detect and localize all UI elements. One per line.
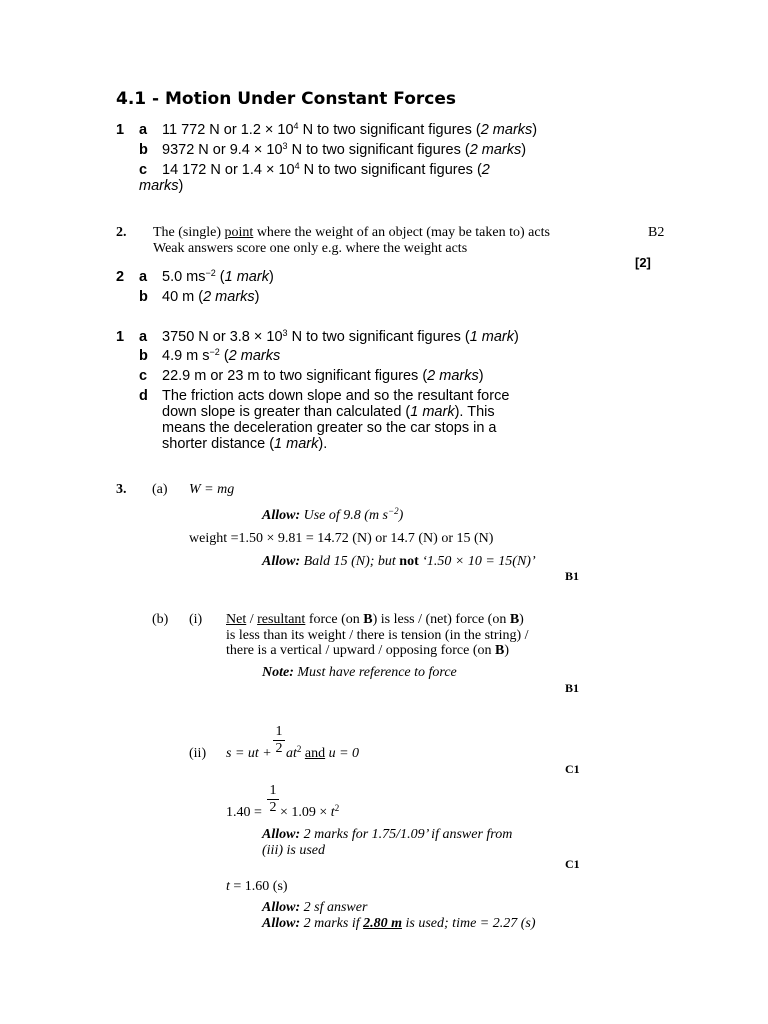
allow-note: Allow: 2 marks if 2.80 m is used; time = 2.27 (s) bbox=[262, 916, 536, 931]
allow-note: Allow: 2 marks for 1.75/1.09’ if answer from bbox=[262, 827, 513, 842]
result-line: t = 1.60 (s) bbox=[226, 879, 288, 894]
answer-line: Net / resultant force (on B) is less / (net) force (on B) bbox=[226, 612, 524, 627]
note: Note: Must have reference to force bbox=[262, 665, 457, 680]
total-marks: [2] bbox=[635, 255, 651, 270]
part-label: c bbox=[139, 368, 148, 384]
answer-line: 40 m (2 marks) bbox=[162, 289, 260, 305]
part-label: b bbox=[139, 289, 148, 305]
answer-line: The (single) point where the weight of an object (may be taken to) acts bbox=[153, 225, 550, 240]
answer-line: 9372 N or $9.4 \times 10^3$ N to two significant figures (2 marks) bbox=[162, 141, 527, 158]
allow-note: Allow: Use of 9.8 (m $s^{-2}$) bbox=[262, 506, 404, 523]
mark-allocation: B1 bbox=[565, 569, 580, 583]
answer-line: The friction acts down slope and so the resultant force bbox=[162, 388, 510, 404]
equation: W = mg bbox=[189, 482, 235, 497]
answer-line: marks) bbox=[139, 178, 184, 194]
answer-line: is less than its weight / there is tension (in the string) / bbox=[226, 628, 529, 643]
working-line: weight =1.50 × 9.81 = 14.72 (N) or 14.7 (N) or 15 (N) bbox=[189, 531, 494, 546]
mark-allocation: B2 bbox=[648, 225, 665, 240]
answer-line: 11 772 N or $1.2 \times 10^4$ N to two significant figures (2 marks) bbox=[162, 121, 538, 138]
part-label: d bbox=[139, 388, 148, 404]
mark-allocation: B1 bbox=[565, 681, 580, 695]
part-label: a bbox=[139, 122, 148, 138]
question-number: 1 bbox=[116, 329, 125, 345]
answer-line: 14 172 N or $1.4 \times 10^4$ N to two significant figures (2 bbox=[162, 161, 490, 178]
fraction bbox=[273, 724, 285, 757]
part-label: a bbox=[139, 329, 148, 345]
fraction-denominator: 2 bbox=[269, 800, 277, 815]
allow-note: Allow: Bald 15 (N); but not ‘1.50 × 10 = 15(N)’ bbox=[262, 554, 536, 569]
equation: × $1.09 \times t^2$ bbox=[280, 803, 340, 820]
part-label: (a) bbox=[152, 482, 168, 497]
mark-allocation: C1 bbox=[565, 762, 580, 776]
equation: s = ut + bbox=[226, 746, 272, 761]
subpart-label: (i) bbox=[189, 612, 203, 627]
part-label: b bbox=[139, 348, 148, 364]
question-number: 2. bbox=[116, 225, 127, 240]
question-number: 1 bbox=[116, 122, 125, 138]
fraction-numerator: 1 bbox=[269, 783, 277, 798]
allow-note: (iii) is used bbox=[262, 843, 325, 858]
answer-line: shorter distance (1 mark). bbox=[162, 436, 328, 452]
question-number: 2 bbox=[116, 269, 125, 285]
part-label: a bbox=[139, 269, 148, 285]
fraction bbox=[267, 783, 279, 816]
answer-line: means the deceleration greater so the car stops in a bbox=[162, 420, 497, 436]
answer-line: Weak answers score one only e.g. where the weight acts bbox=[153, 241, 468, 256]
page-title: 4.1 - Motion Under Constant Forces bbox=[116, 89, 456, 109]
answer-line: there is a vertical / upward / opposing force (on B) bbox=[226, 643, 510, 658]
part-label: c bbox=[139, 162, 148, 178]
fraction-denominator: 2 bbox=[275, 741, 283, 756]
answer-line: 4.9 m $s^{-2}$ (2 marks bbox=[162, 347, 281, 364]
fraction-numerator: 1 bbox=[275, 724, 283, 739]
question-number: 3. bbox=[116, 482, 127, 497]
subpart-label: (ii) bbox=[189, 746, 207, 761]
part-label: b bbox=[139, 142, 148, 158]
answer-line: 22.9 m or 23 m to two significant figures (2 marks) bbox=[162, 368, 484, 384]
equation: $at^2$ and u = 0 bbox=[286, 744, 360, 761]
mark-allocation: C1 bbox=[565, 857, 580, 871]
equation: 1.40 = bbox=[226, 805, 262, 820]
answer-line: down slope is greater than calculated (1 mark). This bbox=[162, 404, 495, 420]
allow-note: Allow: 2 sf answer bbox=[262, 900, 368, 915]
part-label: (b) bbox=[152, 612, 169, 627]
answer-line: 3750 N or $3.8 \times 10^3$ N to two significant figures (1 mark) bbox=[162, 328, 519, 345]
answer-line: 5.0 $ms^{-2}$ (1 mark) bbox=[162, 268, 274, 285]
